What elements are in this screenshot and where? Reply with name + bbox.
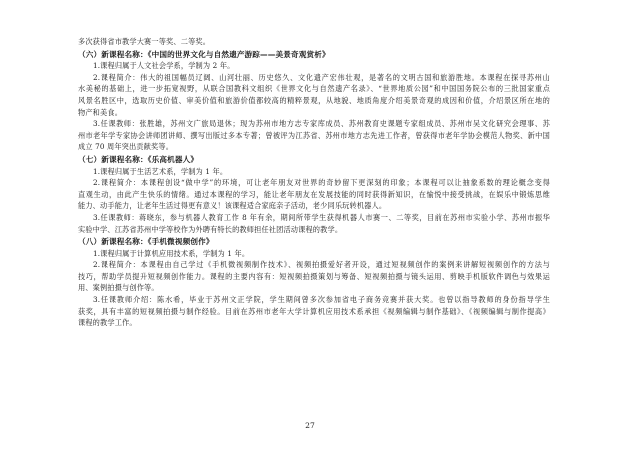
text-line: 水美秘的基础上，进一步拓宽视野，从联合国教科文组织《世界文化与自然遗产名录》、“世界地质公园”和中国国务院公布的三批国家重点 bbox=[78, 84, 550, 94]
text-line: 能力、动手能力，让老年生活过得更有意义！该课程适合家庭亲子活动，老少同乐玩转机器人。 bbox=[78, 201, 387, 211]
page-number: 27 bbox=[305, 421, 315, 430]
text-line: 成立 70 周年突出贡献奖等。 bbox=[78, 142, 174, 152]
text-line: 州市老年学专家协会讲师团讲师、撰写出版过多本专著；曾被评为江苏省、苏州市地方志先进工作者，曾获得市老年学协会模范人物奖、新中国 bbox=[78, 130, 550, 140]
section-heading: （六）新课程名称：《中国的世界文化与自然遗产游踪——美景奇观赏析》 bbox=[78, 49, 330, 59]
text-line: 3.任课教师介绍：陈水希，毕业于苏州文正学院，学生期间曾多次参加省电子商务竞赛并获大奖。也曾以指导教师的身份指导学生 bbox=[93, 295, 550, 305]
text-line: 风景名胜区中，选取历史价值、审美价值和旅游价值都较高的精粹景观，从地貌、地质角度介绍美景奇观的成因和价值，介绍景区所在地的 bbox=[78, 95, 550, 105]
text-line: 2.课程简介：本课程由自己学过《手机微视频制作技术》、视频拍摄爱好者开设，通过短视频创作的案例来讲解短视频创作的方法与 bbox=[93, 260, 550, 270]
text-line: 1.课程归属于人文社会学系，学制为 2 年。 bbox=[93, 61, 235, 71]
text-line: 2.课程简介：伟大的祖国幅员辽阔、山河壮丽、历史悠久、文化遗产宏伟壮观，是著名的文明古国和旅游胜地。本课程在探寻苏州山 bbox=[93, 72, 550, 82]
text-line: 3.任课教师：张胜雄，苏州文广旅局退休；现为苏州市地方志专家库成员、苏州教育史课题专家组成员、苏州市吴文化研究会理事、苏 bbox=[93, 119, 550, 129]
text-line: 物产和美食。 bbox=[78, 107, 123, 117]
text-line: 2.课程简介：本课程创设“做中学”的环境，可让老年朋友对世界的奇妙留下更深刻的印象；本课程可以让抽象系数的理论概念变得 bbox=[93, 178, 550, 188]
text-line: 多次获得省市教学大赛一等奖、二等奖。 bbox=[78, 37, 211, 46]
document-body bbox=[78, 36, 550, 329]
text-line: 3.任课教师：蒋晓东，参与机器人教育工作 8 年有余，期间所带学生获得机器人市赛一、二等奖，目前在苏州市实验小学、苏州市振华 bbox=[93, 212, 550, 222]
text-line: 课程的教学工作。 bbox=[78, 318, 137, 328]
text-line: 1.课程归属于生活艺术系，学制为 1 年。 bbox=[93, 166, 228, 176]
text-line: 用、案例拍摄与创作等。 bbox=[78, 283, 159, 293]
text-line: 1.课程归属于计算机应用技术系，学制为 1 年。 bbox=[93, 248, 250, 258]
section-heading: （八）新课程名称：《手机微视频创作》 bbox=[78, 237, 214, 247]
text-line: 直观生动，由此产生快乐的情绪。通过本课程的学习，能让老年朋友在发展技能的同时获得新知识，在愉悦中接受挑战，在娱乐中锻炼思维 bbox=[78, 189, 550, 199]
text-line: 获奖，具有丰富的短视频拍摄与制作经验。目前在苏州市老年大学计算机应用技术系承担《视频编辑与制作基础》、《视频编辑与制作提高》 bbox=[78, 306, 550, 316]
text-line: 实验中学、江苏省苏州中学等校作为外聘有特长的教师担任社团活动课程的教学。 bbox=[78, 224, 343, 234]
text-line: 技巧，帮助学员提升短视频创作能力。课程的主要内容有：短视频拍摄策划与筹备、短视频拍摄与镜头运用、剪映手机版软件调色与效果运 bbox=[78, 271, 550, 281]
section-heading: （七）新课程名称：《乐高机器人》 bbox=[78, 154, 199, 164]
